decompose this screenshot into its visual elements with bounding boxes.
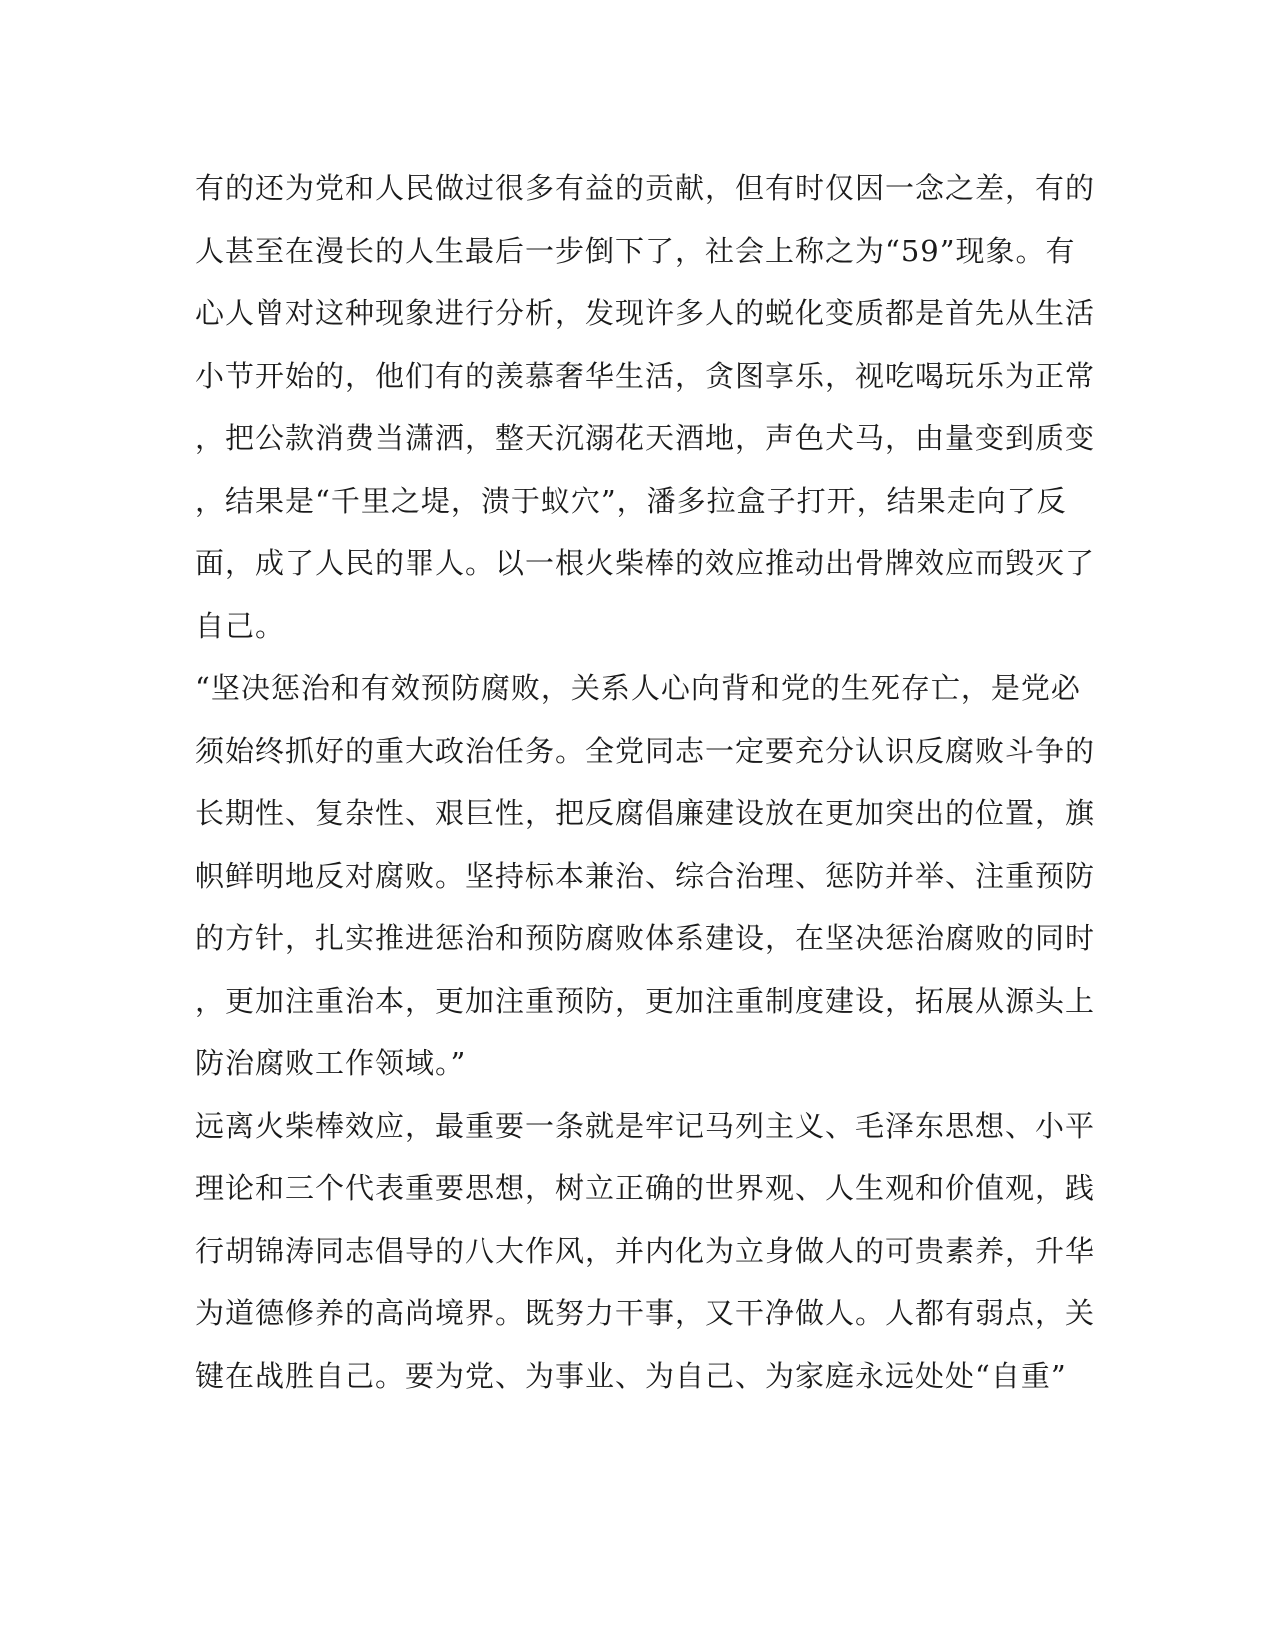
text-line: 心人曾对这种现象进行分析，发现许多人的蜕化变质都是首先从生活 [195, 296, 1096, 330]
text-line: 须始终抓好的重大政治任务。全党同志一定要充分认识反腐败斗争的 [195, 733, 1096, 768]
text-line: 自己。 [195, 608, 286, 643]
text-line: ，更加注重治本，更加注重预防，更加注重制度建设，拓展从源头上 [195, 983, 1096, 1018]
body-text [195, 157, 1096, 1407]
text-line: 长期性、复杂性、艰巨性，把反腐倡廉建设放在更加突出的位置，旗 [195, 796, 1096, 830]
text-line: 防治腐败工作领域。” [195, 1046, 467, 1080]
text-line: “坚决惩治和有效预防腐败，关系人心向背和党的生死存亡，是党必 [195, 671, 1081, 705]
text-line: 人甚至在漫长的人生最后一步倒下了，社会上称之为“59”现象。有 [195, 233, 1076, 268]
text-line: 远离火柴棒效应，最重要一条就是牢记马列主义、毛泽东思想、小平 [195, 1108, 1096, 1143]
text-line: 为道德修养的高尚境界。既努力干事，又干净做人。人都有弱点，关 [195, 1296, 1096, 1330]
text-line: 的方针，扎实推进惩治和预防腐败体系建设，在坚决惩治腐败的同时 [195, 921, 1096, 955]
text-line: 面，成了人民的罪人。以一根火柴棒的效应推动出骨牌效应而毁灭了 [195, 546, 1096, 580]
text-line: ，结果是“千里之堤，溃于蚁穴”，潘多拉盒子打开，结果走向了反 [195, 483, 1067, 518]
text-line: 有的还为党和人民做过很多有益的贡献，但有时仅因一念之差，有的 [195, 171, 1096, 205]
text-line: 帜鲜明地反对腐败。坚持标本兼治、综合治理、惩防并举、注重预防 [195, 858, 1096, 893]
text-line: 理论和三个代表重要思想，树立正确的世界观、人生观和价值观，践 [195, 1171, 1096, 1205]
text-line: 行胡锦涛同志倡导的八大作风，并内化为立身做人的可贵素养，升华 [195, 1233, 1096, 1268]
text-line: 键在战胜自己。要为党、为事业、为自己、为家庭永远处处“自重” [195, 1358, 1067, 1393]
text-line: ，把公款消费当潇洒，整天沉溺花天酒地，声色犬马，由量变到质变 [195, 421, 1096, 455]
text-line: 小节开始的，他们有的羡慕奢华生活，贪图享乐，视吃喝玩乐为正常 [195, 358, 1096, 393]
